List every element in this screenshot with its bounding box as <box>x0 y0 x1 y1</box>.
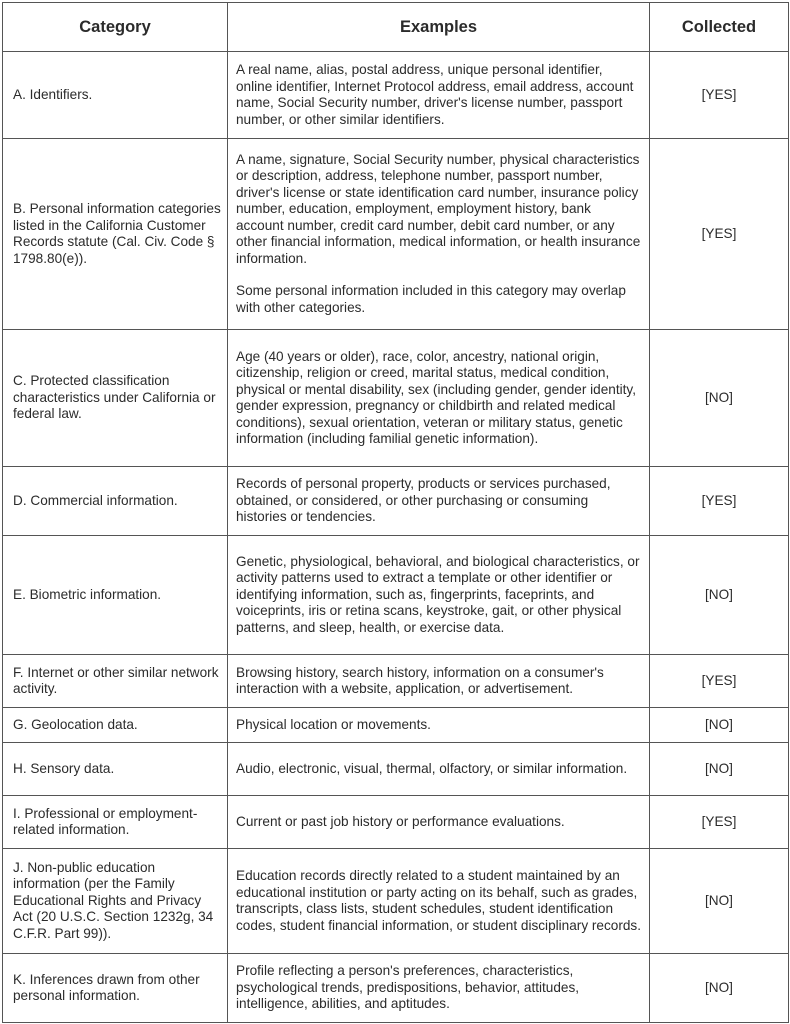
collected-cell: [NO] <box>650 536 789 655</box>
table-row <box>3 796 789 849</box>
header-category: Category <box>3 3 228 52</box>
category-cell: I. Professional or employment-related information. <box>3 796 228 849</box>
collected-cell: [NO] <box>650 708 789 743</box>
table-row <box>3 330 789 467</box>
examples-text: A name, signature, Social Security number, physical characteristics or description, address, telephone number, passport number, driver's license or state identification card number, insurance policy number, education, employment, employment history, bank account number, credit card number, debit card number, or any other financial information, medical information, or health insurance information. <box>236 151 641 266</box>
collected-cell: [NO] <box>650 849 789 954</box>
header-collected: Collected <box>650 3 789 52</box>
table-row <box>3 708 789 743</box>
collected-cell: [NO] <box>650 743 789 796</box>
category-cell: A. Identifiers. <box>3 52 228 139</box>
table-row <box>3 536 789 655</box>
collected-cell: [YES] <box>650 467 789 536</box>
category-cell: B. Personal information categories listed in the California Customer Records statute (Cal. Civ. Code § 1798.80(e)). <box>3 139 228 330</box>
table-row <box>3 655 789 708</box>
category-cell: C. Protected classification characteristics under California or federal law. <box>3 330 228 467</box>
collected-cell: [NO] <box>650 954 789 1023</box>
examples-cell: Browsing history, search history, information on a consumer's interaction with a website, application, or advertisement. <box>228 655 650 708</box>
category-cell: H. Sensory data. <box>3 743 228 796</box>
examples-cell: Education records directly related to a student maintained by an educational institution or party acting on its behalf, such as grades, transcripts, class lists, student schedules, student identification codes, student financial information, or student disciplinary records. <box>228 849 650 954</box>
category-cell: F. Internet or other similar network activity. <box>3 655 228 708</box>
header-examples: Examples <box>228 3 650 52</box>
table-row <box>3 139 789 330</box>
table-row <box>3 849 789 954</box>
category-cell: J. Non-public education information (per the Family Educational Rights and Privacy Act (20 U.S.C. Section 1232g, 34 C.F.R. Part 99)). <box>3 849 228 954</box>
examples-cell: Audio, electronic, visual, thermal, olfactory, or similar information. <box>228 743 650 796</box>
personal-information-categories-table <box>2 2 789 1023</box>
examples-note: Some personal information included in this category may overlap with other categories. <box>236 283 626 315</box>
examples-cell: Records of personal property, products or services purchased, obtained, or considered, or other purchasing or consuming histories or tendencies. <box>228 467 650 536</box>
category-cell: K. Inferences drawn from other personal information. <box>3 954 228 1023</box>
collected-cell: [YES] <box>650 796 789 849</box>
collected-cell: [YES] <box>650 655 789 708</box>
examples-cell: Physical location or movements. <box>228 708 650 743</box>
collected-cell: [NO] <box>650 330 789 467</box>
category-cell: D. Commercial information. <box>3 467 228 536</box>
category-cell: E. Biometric information. <box>3 536 228 655</box>
examples-cell <box>228 139 650 330</box>
table-row <box>3 467 789 536</box>
category-cell: G. Geolocation data. <box>3 708 228 743</box>
table-row <box>3 743 789 796</box>
table-row <box>3 52 789 139</box>
examples-cell: Age (40 years or older), race, color, ancestry, national origin, citizenship, religion or creed, marital status, medical condition, physical or mental disability, sex (including gender, gender identity, gender expression, pregnancy or childbirth and related medical conditions), sexual orientation, veteran or military status, genetic information (including familial genetic information). <box>228 330 650 467</box>
examples-cell: A real name, alias, postal address, unique personal identifier, online identifier, Internet Protocol address, email address, account name, Social Security number, driver's license number, passport number, or other similar identifiers. <box>228 52 650 139</box>
collected-cell: [YES] <box>650 52 789 139</box>
collected-cell: [YES] <box>650 139 789 330</box>
table-header-row <box>3 3 789 52</box>
examples-cell: Current or past job history or performance evaluations. <box>228 796 650 849</box>
examples-cell: Profile reflecting a person's preferences, characteristics, psychological trends, predispositions, behavior, attitudes, intelligence, abilities, and aptitudes. <box>228 954 650 1023</box>
table-row <box>3 954 789 1023</box>
examples-cell: Genetic, physiological, behavioral, and biological characteristics, or activity patterns used to extract a template or other identifier or identifying information, such as, fingerprints, faceprints, and voiceprints, iris or retina scans, keystroke, gait, or other physical patterns, and sleep, health, or exercise data. <box>228 536 650 655</box>
